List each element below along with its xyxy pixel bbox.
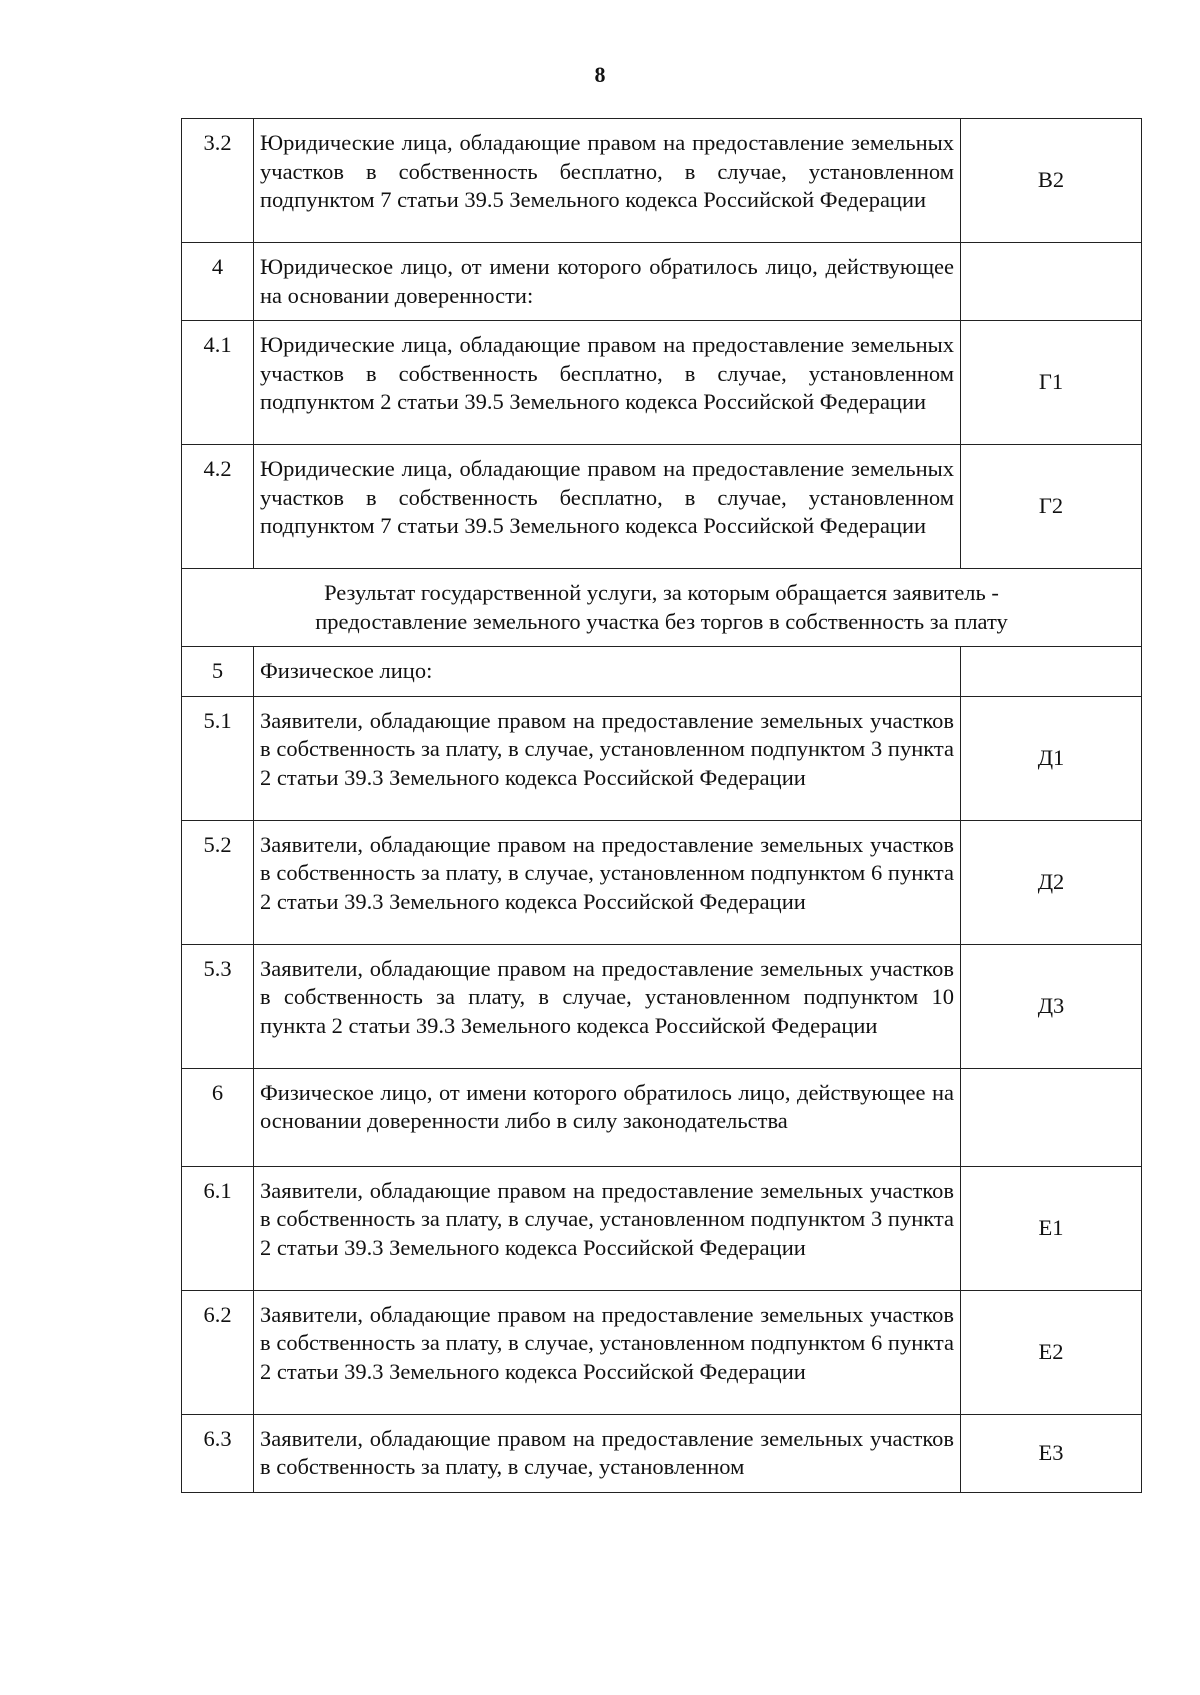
row-code: Д2 (961, 820, 1142, 944)
row-code: Г1 (961, 321, 1142, 445)
row-description: Заявители, обладающие правом на предоставление земельных участков в собственность за плату, в случае, установленном подпунктом 3 пункта 2 статьи 39.3 Земельного кодекса Российской Федерации (254, 1166, 961, 1290)
row-code: В2 (961, 119, 1142, 243)
row-number: 6.1 (182, 1166, 254, 1290)
row-description: Юридические лица, обладающие правом на предоставление земельных участков в собственность бесплатно, в случае, установленном подпунктом 7 статьи 39.5 Земельного кодекса Российской Федерации (254, 445, 961, 569)
row-description: Заявители, обладающие правом на предоставление земельных участков в собственность за плату, в случае, установленном подпунктом 10 пункта 2 статьи 39.3 Земельного кодекса Российской Федерации (254, 944, 961, 1068)
table-row (182, 820, 1142, 944)
section-header-line-2: предоставление земельного участка без торгов в собственность за плату (315, 608, 1008, 634)
row-number: 6.3 (182, 1414, 254, 1492)
row-code: Д3 (961, 944, 1142, 1068)
row-number: 4.2 (182, 445, 254, 569)
row-code: Е2 (961, 1290, 1142, 1414)
row-code (961, 647, 1142, 697)
section-header-row (182, 569, 1142, 647)
table-row (182, 243, 1142, 321)
table-row (182, 321, 1142, 445)
row-code (961, 243, 1142, 321)
row-number: 3.2 (182, 119, 254, 243)
table-row (182, 944, 1142, 1068)
row-number: 4 (182, 243, 254, 321)
row-description: Заявители, обладающие правом на предоставление земельных участков в собственность за плату, в случае, установленном подпунктом 6 пункта 2 статьи 39.3 Земельного кодекса Российской Федерации (254, 820, 961, 944)
row-code: Е3 (961, 1414, 1142, 1492)
table-row (182, 1068, 1142, 1166)
table-row (182, 445, 1142, 569)
row-description: Юридические лица, обладающие правом на предоставление земельных участков в собственность бесплатно, в случае, установленном подпунктом 2 статьи 39.5 Земельного кодекса Российской Федерации (254, 321, 961, 445)
applicant-category-table (181, 118, 1142, 1493)
row-number: 5 (182, 647, 254, 697)
table-row (182, 1166, 1142, 1290)
row-code (961, 1068, 1142, 1166)
row-number: 6 (182, 1068, 254, 1166)
row-description: Юридические лица, обладающие правом на предоставление земельных участков в собственность бесплатно, в случае, установленном подпунктом 7 статьи 39.5 Земельного кодекса Российской Федерации (254, 119, 961, 243)
table-row (182, 1290, 1142, 1414)
table-row (182, 1414, 1142, 1492)
row-description: Физическое лицо, от имени которого обратилось лицо, действующее на основании доверенности либо в силу законодательства (254, 1068, 961, 1166)
row-number: 6.2 (182, 1290, 254, 1414)
row-number: 4.1 (182, 321, 254, 445)
row-description: Заявители, обладающие правом на предоставление земельных участков в собственность за плату, в случае, установленном подпунктом 3 пункта 2 статьи 39.3 Земельного кодекса Российской Федерации (254, 696, 961, 820)
row-code: Г2 (961, 445, 1142, 569)
row-number: 5.2 (182, 820, 254, 944)
row-description: Юридическое лицо, от имени которого обратилось лицо, действующее на основании доверенности: (254, 243, 961, 321)
row-description: Заявители, обладающие правом на предоставление земельных участков в собственность за плату, в случае, установленном (254, 1414, 961, 1492)
page-number: 8 (594, 62, 606, 87)
table-row (182, 119, 1142, 243)
section-header (182, 569, 1142, 647)
section-header-line-1: Результат государственной услуги, за которым обращается заявитель - (324, 580, 999, 605)
table-row (182, 647, 1142, 697)
row-description: Заявители, обладающие правом на предоставление земельных участков в собственность за плату, в случае, установленном подпунктом 6 пункта 2 статьи 39.3 Земельного кодекса Российской Федерации (254, 1290, 961, 1414)
row-number: 5.3 (182, 944, 254, 1068)
table-row (182, 696, 1142, 820)
row-number: 5.1 (182, 696, 254, 820)
row-description: Физическое лицо: (254, 647, 961, 697)
row-code: Е1 (961, 1166, 1142, 1290)
row-code: Д1 (961, 696, 1142, 820)
